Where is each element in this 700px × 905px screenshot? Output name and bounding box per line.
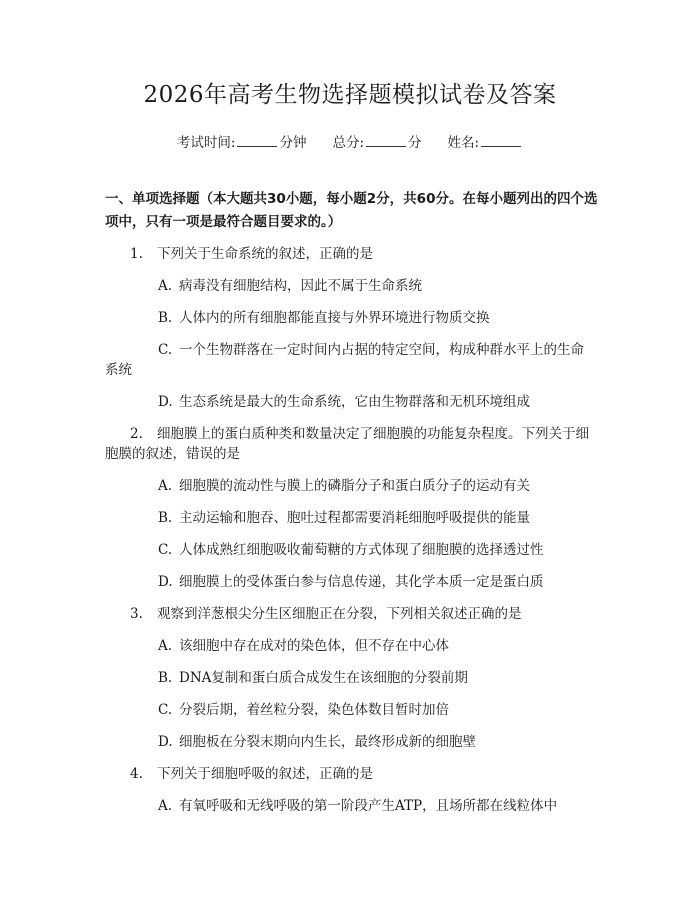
exam-info-line <box>0 131 700 151</box>
page-title: 2026年高考生物选择题模拟试卷及答案 <box>143 82 557 108</box>
question-3-stem <box>130 604 522 624</box>
question-3-option-a <box>158 636 449 656</box>
question-1-option-c <box>158 340 584 360</box>
question-3-option-d <box>158 732 476 752</box>
question-1-option-d <box>158 392 530 412</box>
question-number: 2. <box>130 426 143 442</box>
section-heading: 一、单项选择题（本大题共30小题，每小题2分，共60分。在每小题列出的四个选项中，只有一项是最符合题目要求的。） <box>105 191 598 230</box>
option-text: 人体内的所有细胞都能直接与外界环境进行物质交换 <box>179 310 490 326</box>
score-blank <box>366 135 406 147</box>
question-4-option-a <box>158 796 557 816</box>
option-letter: B. <box>158 670 173 686</box>
option-text: 细胞膜上的受体蛋白参与信息传递，其化学本质一定是蛋白质 <box>179 574 544 590</box>
question-2-stem <box>130 424 589 444</box>
name-label: 姓名: <box>447 135 480 151</box>
time-blank <box>237 135 277 147</box>
question-2-option-d <box>158 572 544 592</box>
question-2-option-b <box>158 508 530 528</box>
option-letter: C. <box>158 542 173 558</box>
question-4-stem <box>130 764 373 784</box>
option-text: 细胞膜的流动性与膜上的磷脂分子和蛋白质分子的运动有关 <box>179 478 530 494</box>
question-number: 1. <box>130 246 143 262</box>
option-letter: A. <box>158 638 173 654</box>
option-text: 有氧呼吸和无线呼吸的第一阶段产生ATP，且场所都在线粒体中 <box>179 798 558 814</box>
question-1-option-b <box>158 308 490 328</box>
option-letter: D. <box>158 394 173 410</box>
option-letter: A. <box>158 478 173 494</box>
question-stem: 细胞膜上的蛋白质种类和数量决定了细胞膜的功能复杂程度。下列关于细 <box>157 426 589 442</box>
option-text: 主动运输和胞吞、胞吐过程都需要消耗细胞呼吸提供的能量 <box>179 510 530 526</box>
option-text: 一个生物群落在一定时间内占据的特定空间，构成种群水平上的生命 <box>179 342 584 358</box>
option-letter: D. <box>158 734 173 750</box>
question-stem: 下列关于细胞呼吸的叙述，正确的是 <box>157 766 373 782</box>
question-2-option-c <box>158 540 544 560</box>
option-letter: A. <box>158 798 173 814</box>
question-2-option-a <box>158 476 530 496</box>
question-3-option-c <box>158 700 449 720</box>
option-text: 人体成熟红细胞吸收葡萄糖的方式体现了细胞膜的选择透过性 <box>179 542 544 558</box>
question-3-option-b <box>158 668 468 688</box>
time-label: 考试时间: <box>176 135 236 151</box>
option-letter: B. <box>158 310 173 326</box>
question-stem: 观察到洋葱根尖分生区细胞正在分裂，下列相关叙述正确的是 <box>157 606 522 622</box>
question-1-option-c-continued: 系统 <box>105 362 132 378</box>
option-letter: A. <box>158 278 173 294</box>
time-unit: 分钟 <box>279 135 307 151</box>
option-letter: C. <box>158 702 173 718</box>
option-text: 分裂后期，着丝粒分裂，染色体数目暂时加倍 <box>179 702 449 718</box>
name-blank <box>481 135 521 147</box>
option-text: DNA复制和蛋白质合成发生在该细胞的分裂前期 <box>179 670 468 686</box>
score-unit: 分 <box>408 135 422 151</box>
option-text: 该细胞中存在成对的染色体，但不存在中心体 <box>179 638 449 654</box>
option-text: 细胞板在分裂末期向内生长，最终形成新的细胞壁 <box>179 734 476 750</box>
option-letter: B. <box>158 510 173 526</box>
question-number: 4. <box>130 766 143 782</box>
option-text: 生态系统是最大的生命系统，它由生物群落和无机环境组成 <box>179 394 530 410</box>
question-2-stem-continued: 胞膜的叙述，错误的是 <box>105 446 240 462</box>
question-number: 3. <box>130 606 143 622</box>
option-text: 病毒没有细胞结构，因此不属于生命系统 <box>179 278 422 294</box>
score-label: 总分: <box>332 135 365 151</box>
question-1-stem <box>130 244 373 264</box>
option-letter: C. <box>158 342 173 358</box>
option-letter: D. <box>158 574 173 590</box>
question-stem: 下列关于生命系统的叙述，正确的是 <box>157 246 373 262</box>
question-1-option-a <box>158 276 422 296</box>
